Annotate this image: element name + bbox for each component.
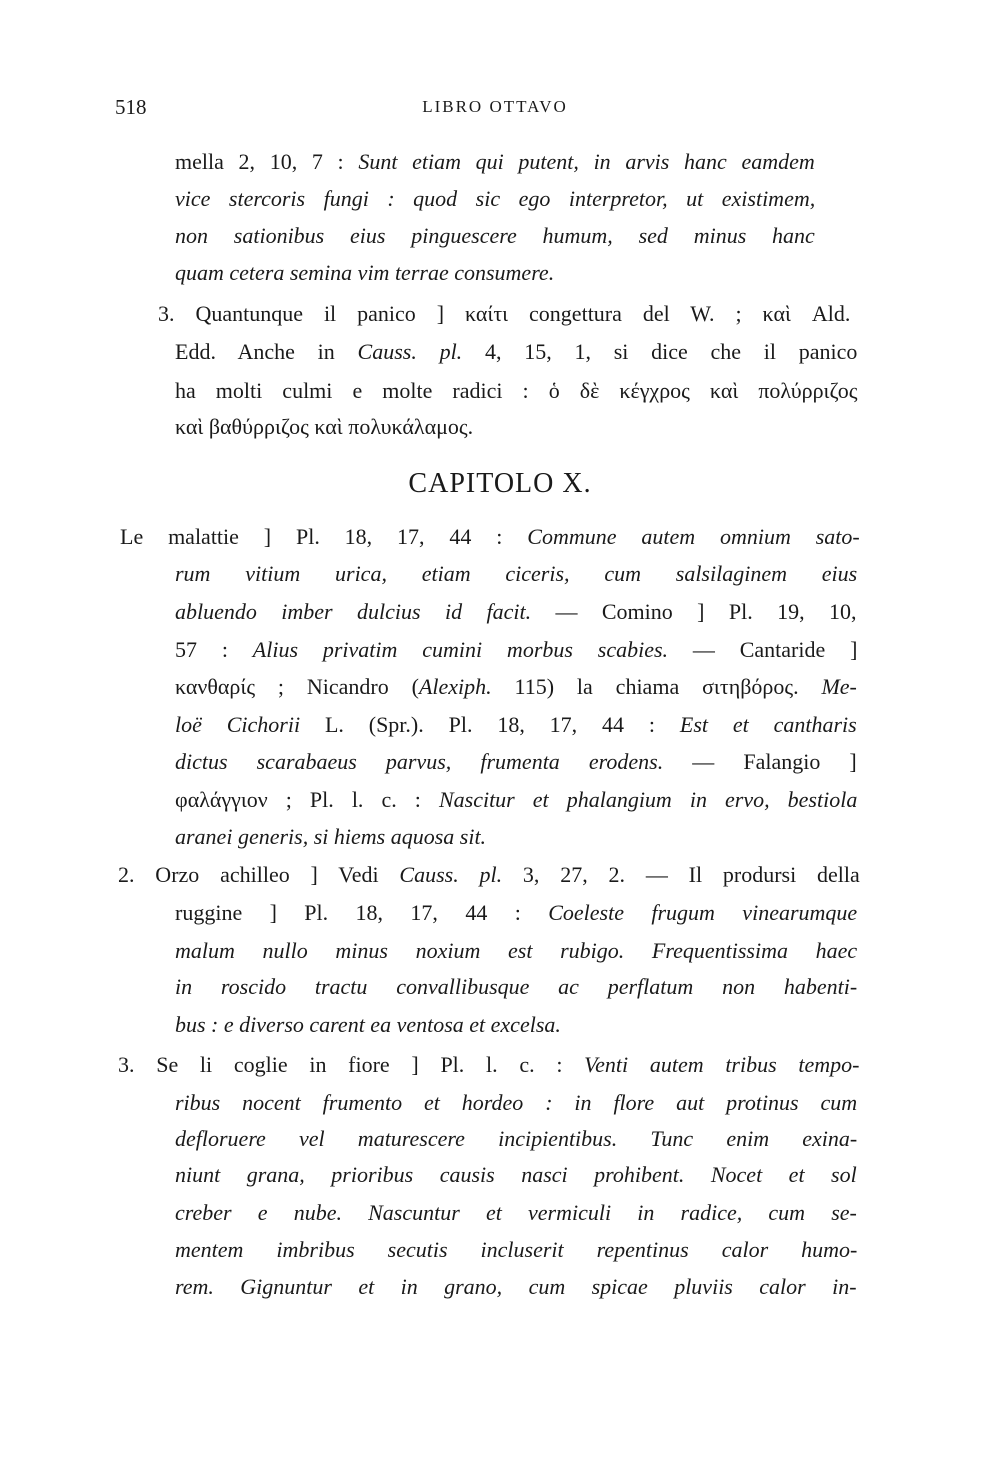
text-line bbox=[175, 1235, 857, 1265]
italic-text: Alexiph. bbox=[418, 674, 492, 699]
text-line bbox=[175, 147, 815, 177]
chapter-title: CAPITOLO X. bbox=[408, 468, 592, 499]
text-line bbox=[175, 635, 857, 665]
italic-text: Coeleste frugum vinearumque bbox=[548, 900, 858, 925]
italic-text: Nascitur et phalangium in ervo, bestiola bbox=[438, 787, 858, 812]
roman-text: Le malattie ] Pl. 18, 17, 44 : bbox=[120, 524, 528, 549]
roman-text: L. (Spr.). Pl. 18, 17, 44 : bbox=[300, 712, 680, 737]
roman-text: 57 : bbox=[175, 637, 253, 662]
italic-text: defloruere vel maturescere incipientibus. Tunc enim exina- bbox=[175, 1126, 858, 1151]
text-line bbox=[158, 299, 850, 329]
italic-text: in roscido tractu convallibusque ac perflatum non habenti- bbox=[175, 974, 858, 999]
text-line bbox=[175, 747, 857, 777]
text-line bbox=[175, 785, 857, 815]
italic-text: niunt grana, prioribus causis nasci prohibent. Nocet et sol bbox=[175, 1162, 857, 1187]
running-title: LIBRO OTTAVO bbox=[422, 97, 568, 116]
text-line bbox=[175, 972, 857, 1002]
roman-text: 3. Se li coglie in fiore ] Pl. l. c. : bbox=[118, 1052, 585, 1077]
roman-text: κανθαρίς ; Nicandro ( bbox=[175, 674, 419, 699]
roman-text: ruggine ] Pl. 18, 17, 44 : bbox=[175, 900, 549, 925]
roman-text: 115) la chiama σιτηβόρος. bbox=[491, 674, 822, 699]
italic-text: Causs. pl. bbox=[399, 862, 503, 887]
italic-text: rum vitium urica, etiam ciceris, cum salsilaginem eius bbox=[175, 561, 858, 586]
roman-text: Edd. Anche in bbox=[175, 339, 358, 364]
italic-text: mentem imbribus secutis incluserit repentinus calor humo- bbox=[175, 1237, 858, 1262]
roman-text: — Falangio ] bbox=[663, 749, 857, 774]
roman-text: mella 2, 10, 7 : bbox=[175, 149, 359, 174]
text-line bbox=[175, 1010, 561, 1040]
italic-text: dictus scarabaeus parvus, frumenta erodens. bbox=[175, 749, 664, 774]
text-line bbox=[175, 898, 857, 928]
roman-text: καὶ βαθύρριζος καὶ πολυκάλαμος. bbox=[175, 414, 474, 439]
text-line bbox=[175, 412, 473, 442]
italic-text: abluendo imber dulcius id facit. bbox=[175, 599, 532, 624]
text-line bbox=[175, 1272, 857, 1302]
text-line bbox=[120, 522, 860, 552]
roman-text: ha molti culmi e molte radici : ὁ δὲ κέγχρος καὶ πολύρριζος bbox=[175, 378, 858, 403]
roman-text: 3, 27, 2. — Il prodursi della bbox=[502, 862, 860, 887]
italic-text: vice stercoris fungi : quod sic ego interpretor, ut existimem, bbox=[175, 186, 816, 211]
text-line bbox=[175, 710, 857, 740]
italic-text: Causs. pl. bbox=[357, 339, 463, 364]
roman-text: — Cantaride ] bbox=[668, 637, 858, 662]
italic-text: bus : e diverso carent ea ventosa et excelsa. bbox=[175, 1012, 561, 1037]
italic-text: Commune autem omnium sato- bbox=[527, 524, 860, 549]
text-line bbox=[175, 184, 815, 214]
text-line bbox=[175, 258, 554, 288]
italic-text: ribus nocent frumento et hordeo : in flore aut protinus cum bbox=[175, 1090, 858, 1115]
italic-text: aranei generis, si hiems aquosa sit. bbox=[175, 824, 487, 849]
text-line bbox=[175, 822, 486, 852]
roman-text: — Comino ] Pl. 19, 10, bbox=[531, 599, 857, 624]
roman-text: 3. Quantunque il panico ] καίτι congettura del W. ; καὶ Ald. bbox=[158, 301, 851, 326]
text-line bbox=[175, 597, 857, 627]
italic-text: Me- bbox=[821, 674, 857, 699]
text-line bbox=[175, 1124, 857, 1154]
roman-text: 4, 15, 1, si dice che il panico bbox=[462, 339, 858, 364]
text-line bbox=[118, 1050, 859, 1080]
roman-text: φαλάγγιον ; Pl. l. c. : bbox=[175, 787, 439, 812]
text-line bbox=[175, 1160, 857, 1190]
text-line bbox=[175, 672, 857, 702]
italic-text: quam cetera semina vim terrae consumere. bbox=[175, 260, 555, 285]
text-line bbox=[175, 221, 815, 251]
italic-text: loë Cichorii bbox=[175, 712, 301, 737]
italic-text: Est et cantharis bbox=[679, 712, 857, 737]
italic-text: rem. Gignuntur et in grano, cum spicae pluviis calor in- bbox=[175, 1274, 857, 1299]
text-line bbox=[175, 559, 857, 589]
text-line bbox=[175, 936, 857, 966]
italic-text: creber e nube. Nascuntur et vermiculi in radice, cum se- bbox=[175, 1200, 857, 1225]
text-line bbox=[175, 376, 857, 406]
italic-text: non sationibus eius pinguescere humum, sed minus hanc bbox=[175, 223, 815, 248]
italic-text: Venti autem tribus tempo- bbox=[584, 1052, 860, 1077]
page-number: 518 bbox=[115, 95, 147, 119]
page-header bbox=[115, 95, 875, 125]
text-line bbox=[175, 337, 857, 367]
italic-text: Sunt etiam qui putent, in arvis hanc eamdem bbox=[358, 149, 815, 174]
text-line bbox=[175, 1088, 857, 1118]
text-line bbox=[118, 860, 860, 890]
roman-text: 2. Orzo achilleo ] Vedi bbox=[118, 862, 400, 887]
italic-text: Alius privatim cumini morbus scabies. bbox=[252, 637, 669, 662]
italic-text: malum nullo minus noxium est rubigo. Frequentissima haec bbox=[175, 938, 858, 963]
text-line bbox=[175, 1198, 857, 1228]
